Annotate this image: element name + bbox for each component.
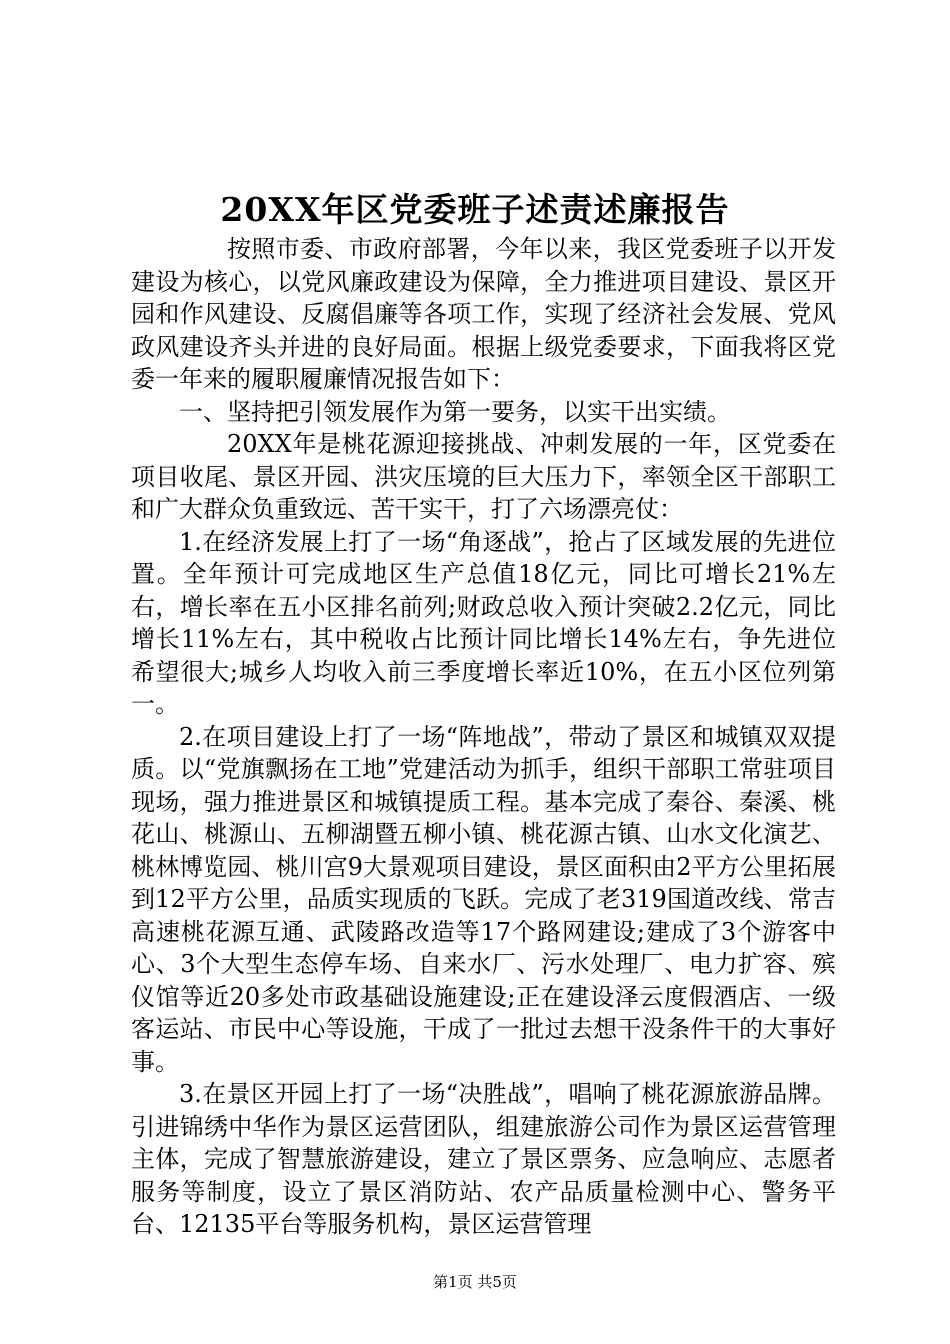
paragraph-item-3: 3.在景区开园上打了一场“决胜战”，唱响了桃花源旅游品牌。引进锦绣中华作为景区运营团队，组建旅游公司作为景区运营管理主体，完成了智慧旅游建设，建立了景区票务、应急响应、志愿者服务等制度，设立了景区消防站、农产品质量检测中心、警务平台、12135平台等服务机构，景区运营管理: [131, 1080, 836, 1238]
paragraph-section-heading: 一、坚持把引领发展作为第一要务，以实干出实绩。: [179, 397, 731, 426]
paragraph-intro: 按照市委、市政府部署，今年以来，我区党委班子以开发建设为核心，以党风廉政建设为保障，全力推进项目建设、景区开园和作风建设、反腐倡廉等各项工作，实现了经济社会发展、党风政风建设齐头并进的良好局面。根据上级党委要求，下面我将区党委一年来的履职履廉情况报告如下：: [131, 235, 836, 393]
paragraph-item-2: 2.在项目建设上打了一场“阵地战”，带动了景区和城镇双双提质。以“党旗飘扬在工地”党建活动为抓手，组织干部职工常驻项目现场，强力推进景区和城镇提质工程。基本完成了秦谷、秦溪、桃花山、桃源山、五柳湖暨五柳小镇、桃花源古镇、山水文化演艺、桃林博览园、桃川宫9大景观项目建设，景区面积由2平方公里拓展到12平方公里，品质实现质的飞跃。完成了老319国道改线、常吉高速桃花源互通、武陵路改造等17个路网建设;建成了3个游客中心、3个大型生态停车场、自来水厂、污水处理厂、电力扩容、殡仪馆等近20多处市政基础设施建设;正在建设泽云度假酒店、一级客运站、市民中心等设施，干成了一批过去想干没条件干的大事好事。: [131, 722, 836, 1076]
document-body: [131, 233, 836, 1241]
paragraph-overview: 20XX年是桃花源迎接挑战、冲刺发展的一年，区党委在项目收尾、景区开园、洪灾压境的巨大压力下，率领全区干部职工和广大群众负重致远、苦干实干，打了六场漂亮仗：: [131, 430, 836, 523]
page-footer: 第1页 共5页: [433, 1273, 517, 1291]
paragraph-item-1: 1.在经济发展上打了一场“角逐战”，抢占了区域发展的先进位置。全年预计可完成地区生产总值18亿元，同比可增长21%左右，增长率在五小区排名前列;财政总收入预计突破2.2亿元，同比增长11%左右，其中税收占比预计同比增长14%左右，争先进位希望很大;城乡人均收入前三季度增长率近10%，在五小区位列第一。: [131, 527, 836, 718]
document-title: 20XX年区党委班子述责述廉报告: [220, 190, 730, 229]
